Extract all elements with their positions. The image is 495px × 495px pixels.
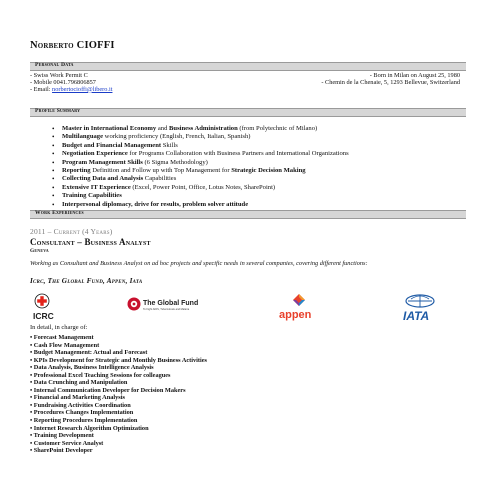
email-label: - Email: <box>30 85 53 93</box>
task-item: • Cash Flow Management <box>30 342 207 350</box>
task-item: • Internal Communication Developer for Decision Makers <box>30 387 207 395</box>
appen-logo <box>273 292 325 322</box>
task-item: • KPIs Development for Strategic and Monthly Business Activities <box>30 357 207 365</box>
email-link[interactable]: norbertocioffi@libero.it <box>52 85 113 93</box>
section-work-experiences <box>30 210 466 219</box>
client-list: Icrc, The Global Fund, Appen, Iata <box>30 277 143 285</box>
profile-list <box>52 125 349 209</box>
global-fund-wordmark: The Global Fund <box>143 300 199 307</box>
job-period: 2011 – Current (4 Years) <box>30 227 113 236</box>
profile-item: • Budget and Financial Management Skills <box>52 142 349 150</box>
profile-item: • Multilanguage working proficiency (English, French, Italian, Spanish) <box>52 133 349 141</box>
profile-item: • Master in International Economy and Business Administration (from Polytechnic of Milano) <box>52 125 349 133</box>
birth-info: - Born in Milan on August 25, 1980 <box>369 72 460 79</box>
iata-wordmark: IATA <box>403 309 430 322</box>
task-item: • SharePoint Developer <box>30 447 207 455</box>
address: - Chemin de la Chenaie, 5, 1293 Bellevue, Switzerland <box>321 78 460 86</box>
appen-wordmark: appen <box>279 309 312 321</box>
task-item: • Financial and Marketing Analysis <box>30 394 207 402</box>
global-fund-tagline: To Fight AIDS, Tuberculosis and Malaria <box>143 308 190 311</box>
task-item: • Data Crunching and Manipulation <box>30 379 207 387</box>
global-fund-logo <box>126 292 210 322</box>
personal-right-column <box>321 73 460 87</box>
profile-item: • Training Capabilities <box>52 192 349 200</box>
job-city: Geneva <box>30 248 49 254</box>
task-item: • Fundraising Activities Coordination <box>30 402 207 410</box>
task-item: • Procedures Changes Implementation <box>30 409 207 417</box>
candidate-name <box>30 40 115 51</box>
profile-item: • Reporting Definition and Follow up with Top Management for Strategic Decision Making <box>52 167 349 175</box>
last-name: CIOFFI <box>76 40 115 51</box>
profile-item: • Interpersonal diplomacy, drive for results, problem solver attitude <box>52 201 349 209</box>
icrc-logo <box>30 292 68 322</box>
task-list <box>30 334 207 455</box>
detail-intro: In detail, in charge of: <box>30 324 88 331</box>
first-name: Norberto <box>30 40 74 51</box>
email-row <box>30 87 112 94</box>
task-item: • Budget Management: Actual and Forecast <box>30 349 207 357</box>
work-permit: - Swiss Work Permit C <box>30 72 88 79</box>
task-item: • Training Development <box>30 432 207 440</box>
task-item: • Customer Service Analyst <box>30 440 207 448</box>
personal-left-column <box>30 73 112 93</box>
icrc-wordmark: ICRC <box>33 311 54 321</box>
iata-logo <box>396 292 444 322</box>
profile-item: • Collecting Data and Analysis Capabilities <box>52 175 349 183</box>
profile-item: • Negotiation Experience for Programs Collaboration with Business Partners and International Organizations <box>52 150 349 158</box>
task-item: • Professional Excel Teaching Sessions for colleagues <box>30 372 207 380</box>
job-summary: Working as Consultant and Business Analyst on ad hoc projects and specific needs in several companies, covering different functions: <box>30 260 368 267</box>
task-item: • Reporting Procedures Implementation <box>30 417 207 425</box>
section-title: Personal Data <box>35 62 74 68</box>
section-title: Profile Summary <box>35 108 81 114</box>
section-profile-summary <box>30 108 466 117</box>
profile-item: • Program Management Skills (6 Sigma Methodology) <box>52 159 349 167</box>
task-item: • Data Analysis, Business Intelligence Analysis <box>30 364 207 372</box>
task-item: • Forecast Management <box>30 334 207 342</box>
task-item: • Internet Research Algorithm Optimization <box>30 425 207 433</box>
profile-item: • Extensive IT Experience (Excel, Power Point, Office, Lotus Notes, SharePoint) <box>52 184 349 192</box>
job-role: Consultant – Business Analyst <box>30 237 151 247</box>
section-title: Work Experiences <box>35 210 84 216</box>
mobile-number: - Mobile 0041.796806857 <box>30 78 96 86</box>
section-personal-data <box>30 62 466 71</box>
